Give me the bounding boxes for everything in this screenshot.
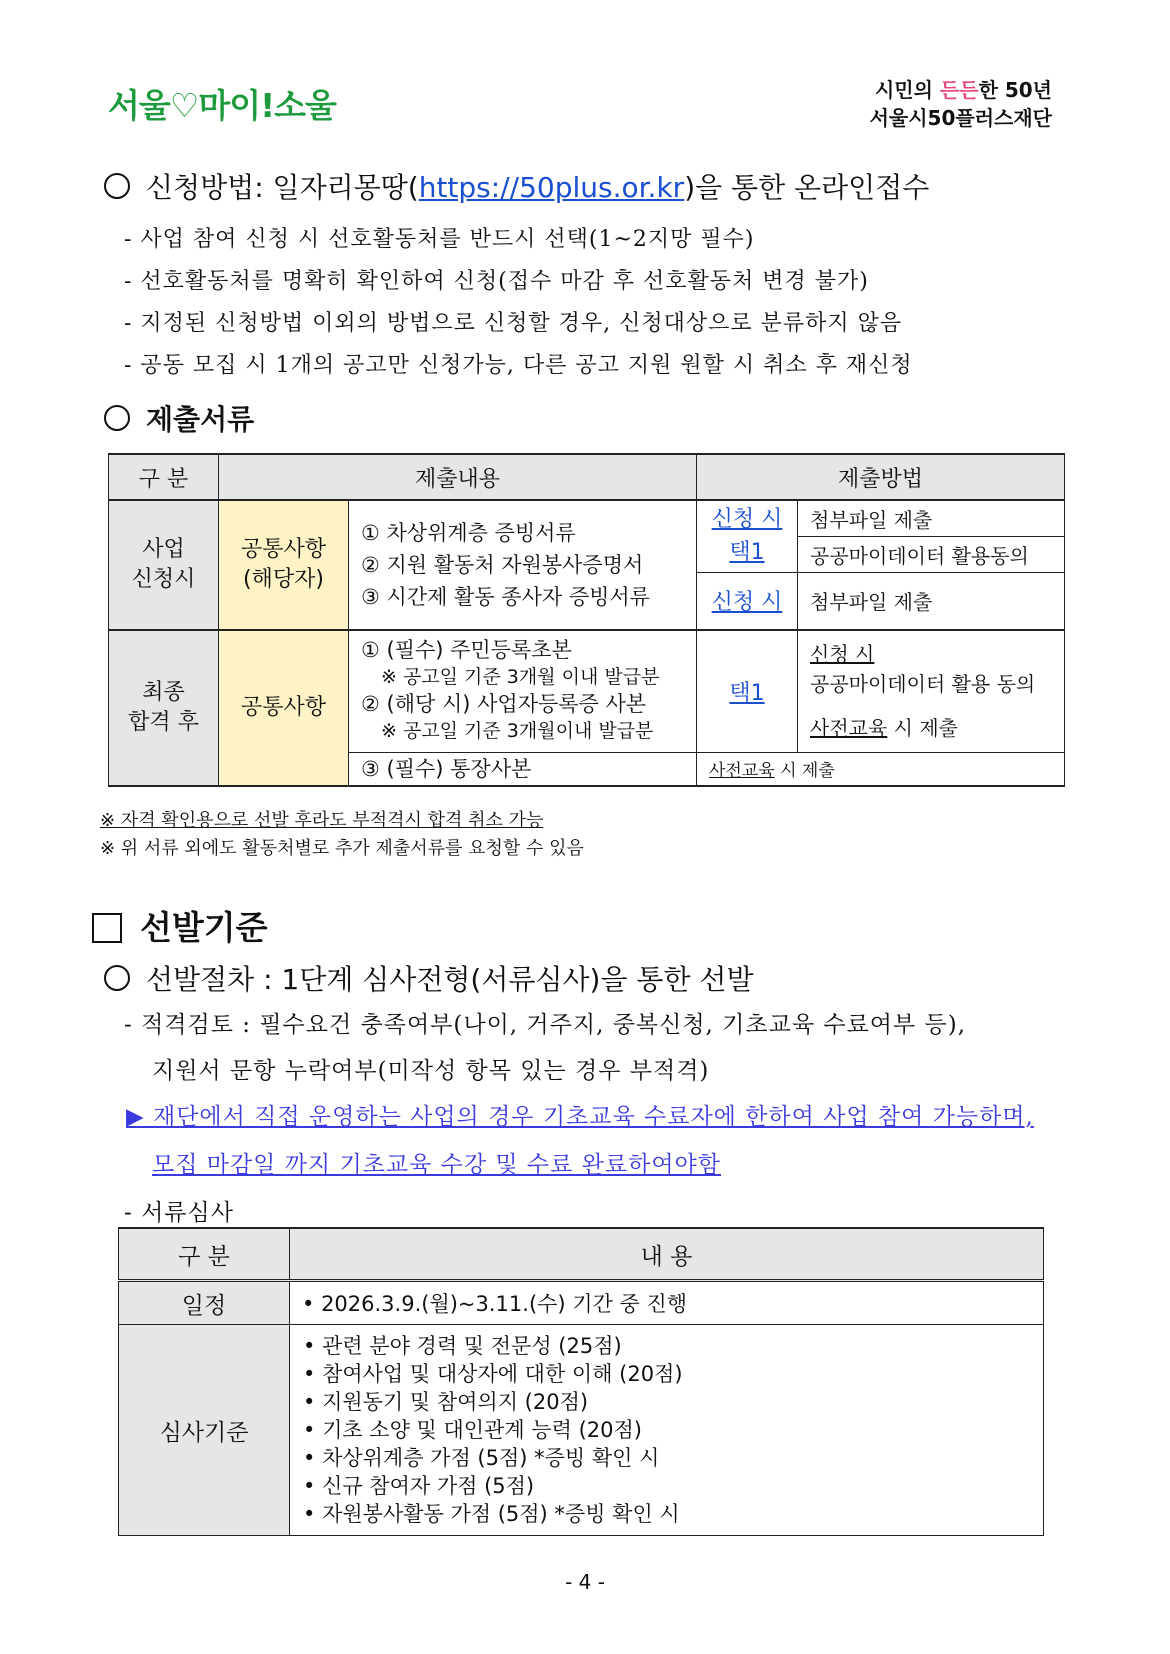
logo-text: 서울♡마이!소울	[108, 86, 336, 125]
group1-item: ② 지원 활동처 자원봉사증명서	[361, 553, 644, 577]
group1-method-b: 신청 시	[697, 572, 798, 630]
apply-link[interactable]: https://50plus.or.kr	[418, 171, 685, 204]
eligibility-line-2: 지원서 문항 누락여부(미작성 항목 있는 경우 부적격)	[152, 1058, 710, 1084]
square-bullet-icon	[92, 913, 122, 943]
schedule-value: • 2026.3.9.(월)~3.11.(수) 기간 중 진행	[290, 1281, 1044, 1325]
slogan-pre: 시민의	[874, 78, 940, 102]
circle-bullet-icon	[104, 965, 130, 991]
group1-method-a1: 첨부파일 제출	[798, 500, 1065, 536]
group2-label: 최종 합격 후	[109, 630, 219, 786]
docs-header-method: 제출방법	[697, 454, 1065, 500]
group2-method: 택1	[697, 630, 798, 752]
eligibility-line-1: - 적격검토 : 필수요건 충족여부(나이, 거주지, 중복신청, 기초교육 수료여부 등),	[124, 1012, 967, 1038]
schedule-label: 일정	[119, 1281, 290, 1325]
review-table	[118, 1227, 1044, 1536]
criteria-item: • 관련 분야 경력 및 전문성 (25점)	[303, 1332, 1042, 1360]
group2-opt1-u: 신청 시	[810, 642, 875, 667]
selection-section-title: 선발기준	[140, 908, 268, 947]
group1-method-b1: 첨부파일 제출	[798, 572, 1065, 630]
seoul-logo	[108, 80, 336, 127]
group2-row3-method: 사전교육 시 제출	[697, 752, 1065, 786]
group2-opt2-u: 사전교육	[810, 716, 888, 741]
documents-table	[108, 453, 1065, 787]
page-number: - 4 -	[565, 1570, 605, 1594]
criteria-list	[291, 1326, 1042, 1534]
criteria-item: • 신규 참여자 가점 (5점)	[303, 1472, 1042, 1500]
docs-title: 제출서류	[146, 403, 255, 436]
group1-item: ③ 시간제 활동 종사자 증빙서류	[361, 585, 650, 609]
group2-item: ① (필수) 주민등록초본	[361, 638, 572, 663]
apply-item-4: - 공동 모집 시 1개의 공고만 신청가능, 다른 공고 지원 원할 시 취소 후 재신청	[124, 353, 913, 378]
group2-opt2-text: 시 제출	[887, 716, 958, 741]
docs-heading	[104, 398, 254, 438]
group1-method-a: 신청 시 택1	[697, 500, 798, 572]
selection-procedure-heading	[104, 958, 754, 998]
apply-item-1: - 사업 참여 신청 시 선호활동처를 반드시 선택(1~2지망 필수)	[124, 227, 755, 252]
circle-bullet-icon	[104, 173, 130, 199]
group2-note: ※ 공고일 기준 3개월 이내 발급분	[381, 666, 660, 689]
slogan-post: 한 50년	[978, 78, 1052, 102]
criteria-item: • 자원봉사활동 가점 (5점) *증빙 확인 시	[303, 1500, 1042, 1528]
apply-method-heading	[104, 166, 929, 206]
apply-item-2: - 선호활동처를 명확히 확인하여 신청(접수 마감 후 선호활동처 변경 불가)	[124, 269, 869, 294]
group2-item: ② (해당 시) 사업자등록증 사본	[361, 692, 647, 717]
criteria-item: • 기초 소양 및 대인관계 능력 (20점)	[303, 1416, 1042, 1444]
criteria-item: • 차상위계층 가점 (5점) *증빙 확인 시	[303, 1444, 1042, 1472]
group1-label: 사업 신청시	[109, 500, 219, 630]
apply-title-pre: 신청방법: 일자리몽땅(	[146, 171, 419, 204]
group1-item: ① 차상위계층 증빙서류	[361, 521, 576, 545]
foundation-slogan	[870, 76, 1052, 132]
group1-items	[349, 500, 697, 630]
docs-note-2: ※ 위 서류 외에도 활동처별로 추가 제출서류를 요청할 수 있음	[100, 838, 584, 859]
foundation-name: 서울시50플러스재단	[869, 106, 1052, 130]
criteria-item: • 지원동기 및 참여의지 (20점)	[303, 1388, 1042, 1416]
foundation-note-2: 모집 마감일 까지 기초교육 수강 및 수료 완료하여야함	[152, 1152, 721, 1178]
group2-note: ※ 공고일 기준 3개월이내 발급분	[381, 720, 654, 743]
docs-note-1: ※ 자격 확인용으로 선발 후라도 부적격시 합격 취소 가능	[100, 810, 544, 831]
selection-title: 선발절차 : 1단계 심사전형(서류심사)을 통한 선발	[146, 963, 754, 996]
review-header-content: 내 용	[290, 1228, 1044, 1281]
group1-method-a2: 공공마이데이터 활용동의	[798, 536, 1065, 572]
document-review-sub: - 서류심사	[124, 1200, 234, 1226]
group2-type: 공통사항	[219, 630, 349, 786]
slogan-highlight: 든든	[939, 78, 979, 102]
group1-type: 공통사항 (해당자)	[219, 500, 349, 630]
apply-title-post: )을 통한 온라인접수	[684, 171, 930, 204]
criteria-label: 심사기준	[119, 1325, 290, 1536]
group2-opt1-text: 공공마이데이터 활용 동의	[810, 672, 1036, 697]
group2-item3: ③ (필수) 통장사본	[349, 752, 697, 786]
group2-options	[798, 630, 1065, 752]
review-header-category: 구 분	[119, 1228, 290, 1281]
selection-section-heading	[92, 902, 268, 949]
apply-item-3: - 지정된 신청방법 이외의 방법으로 신청할 경우, 신청대상으로 분류하지 않음	[124, 311, 903, 336]
criteria-item: • 참여사업 및 대상자에 대한 이해 (20점)	[303, 1360, 1042, 1388]
docs-header-category: 구 분	[109, 454, 219, 500]
foundation-note-1: ▶ 재단에서 직접 운영하는 사업의 경우 기초교육 수료자에 한하여 사업 참여 가능하며,	[126, 1104, 1034, 1130]
group2-items	[349, 630, 697, 752]
docs-header-content: 제출내용	[219, 454, 697, 500]
criteria-list-cell	[290, 1325, 1044, 1536]
circle-bullet-icon	[104, 405, 130, 431]
